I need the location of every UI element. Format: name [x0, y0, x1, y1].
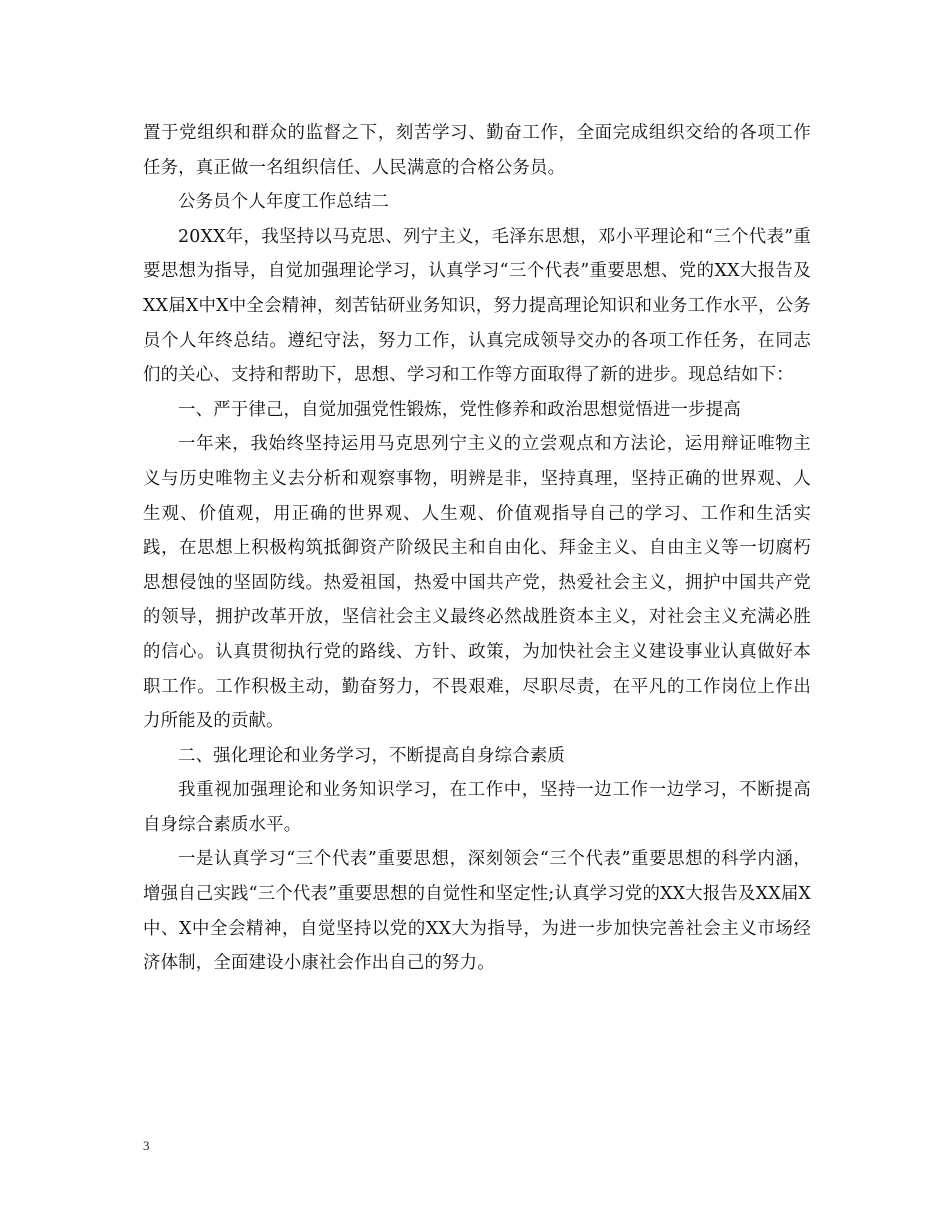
paragraph-body: 我重视加强理论和业务知识学习，在工作中，坚持一边工作一边学习，不断提高自身综合素质水平。 [143, 780, 811, 835]
paragraph-intro: 20XX年，我坚持以马克思、列宁主义，毛泽东思想，邓小平理论和“三个代表”重要思想为指导，自觉加强理论学习，认真学习“三个代表”重要思想、党的XX大报告及XX届X中X中全会精神，刻苦钻研业务知识，努力提高理论知识和业务工作水平，公务员个人年终总结。遵纪守法，努力工作，认真完成领导交办的各项工作任务，在同志们的关心、支持和帮助下，思想、学习和工作等方面取得了新的进步。现总结如下： [143, 226, 811, 386]
document-body [143, 116, 811, 981]
heading-two: 二、强化理论和业务学习，不断提高自身综合素质 [178, 745, 565, 766]
paragraph-body: 一年来，我始终坚持运用马克思列宁主义的立尝观点和方法论，运用辩证唯物主义与历史唯物主义去分析和观察事物，明辨是非，坚持真理，坚持正确的世界观、人生观、价值观，用正确的世界观、人生观、价值观指导自己的学习、工作和生活实践，在思想上积极构筑抵御资产阶级民主和自由化、拜金主义、自由主义等一切腐朽思想侵蚀的坚固防线。热爱祖国，热爱中国共产党，热爱社会主义，拥护中国共产党的领导，拥护改革开放，坚信社会主义最终必然战胜资本主义，对社会主义充满必胜的信心。认真贯彻执行党的路线、方针、政策，为加快社会主义建设事业认真做好本职工作。工作积极主动，勤奋努力，不畏艰难，尽职尽责，在平凡的工作岗位上作出力所能及的贡献。 [143, 434, 811, 732]
paragraph-body: 一是认真学习“三个代表”重要思想，深刻领会“三个代表”重要思想的科学内涵，增强自己实践“三个代表”重要思想的自觉性和坚定性;认真学习党的XX大报告及XX届X中、X中全会精神，自觉坚持以党的XX大为指导，为进一步加快完善社会主义市场经济体制，全面建设小康社会作出自己的努力。 [143, 849, 811, 974]
paragraph-continuation: 置于党组织和群众的监督之下，刻苦学习、勤奋工作，全面完成组织交给的各项工作任务，真正做一名组织信任、人民满意的合格公务员。 [143, 123, 811, 178]
heading-one: 一、严于律己，自觉加强党性锻炼，党性修养和政治思想觉悟进一步提高 [178, 399, 741, 420]
section-title: 公务员个人年度工作总结二 [178, 192, 390, 213]
page-number: 3 [143, 1138, 150, 1153]
